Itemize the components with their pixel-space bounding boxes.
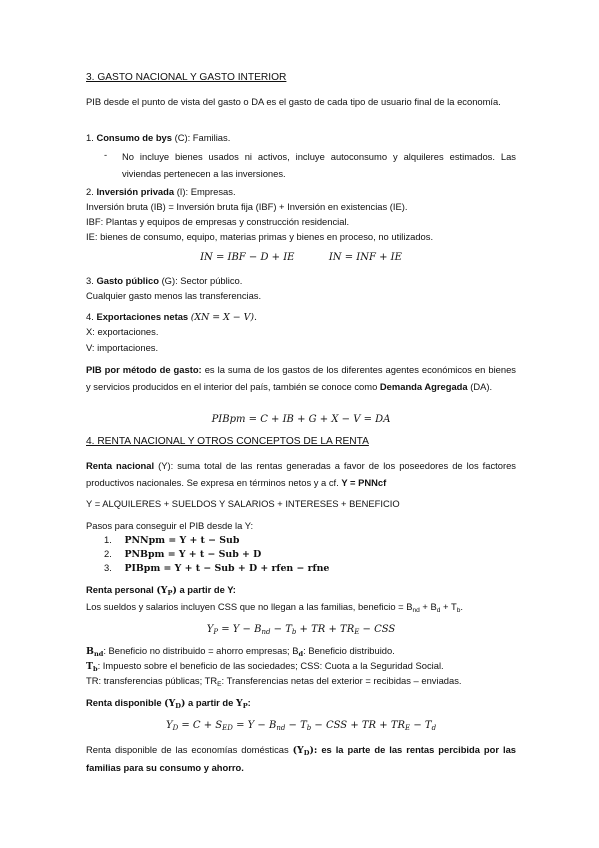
consumo-bullet: No incluye bienes usados ni activos, incluye autoconsumo y alquileres estimados. Las viviendas pertenecen a las inversiones.	[122, 151, 516, 179]
eq-yp-sub: P	[213, 628, 219, 636]
renta-personal-line	[86, 601, 463, 612]
rd-colon: :	[247, 697, 251, 708]
final-symbol: (Y	[292, 745, 304, 756]
eq-yd-r3: − T	[285, 720, 307, 731]
rp-symbol-close: )	[172, 585, 177, 596]
gasto-publico-line: Cualquier gasto menos las transferencias.	[86, 290, 262, 301]
equation-in-2: IN = INF + IE	[328, 252, 402, 263]
final-symbol-close: ):	[309, 745, 318, 756]
gasto-label: Gasto público	[96, 275, 159, 286]
rd-symbol: (Y	[164, 698, 176, 709]
consumo-dash: -	[104, 149, 108, 160]
export-line-1: X: exportaciones.	[86, 326, 159, 337]
bnd-text: : Beneficio no distribuido = ahorro empresas; B	[103, 645, 299, 656]
final-paragraph	[86, 742, 516, 776]
y-identity-line: Y = ALQUILERES + SUELDOS Y SALARIOS + INTERESES + BENEFICIO	[86, 498, 400, 509]
consumo-label: Consumo de bys	[96, 132, 172, 143]
consumo-num: 1.	[86, 132, 94, 143]
step-2-num: 2.	[104, 548, 112, 559]
eq-yd-r4: − CSS + TR + TR	[311, 720, 406, 731]
bnd-sub: nd	[93, 650, 104, 658]
rd-sub: D	[175, 702, 181, 710]
rp-line-mid2: + T	[440, 601, 457, 612]
rp-line-sub-d: d	[436, 607, 441, 614]
pib-gasto-paragraph	[86, 362, 516, 395]
step-3-formula: PIBpm = Y + t − Sub + D + rfen − rfne	[124, 563, 330, 574]
consumo-rest: (C): Familias.	[174, 132, 231, 143]
rd-from-sub: P	[242, 702, 248, 710]
renta-disponible-heading	[86, 697, 251, 709]
export-formula: (XN = X − V).	[190, 312, 257, 323]
pib-gasto-label: PIB por método de gasto:	[86, 364, 202, 375]
pasos-line: Pasos para conseguir el PIB desde la Y:	[86, 520, 254, 531]
eq-yp-y: Y	[206, 624, 214, 635]
rp-symbol: (Y	[156, 585, 168, 596]
rp-sub: P	[167, 589, 173, 597]
pib-gasto-end: (DA).	[470, 380, 493, 392]
eq-yp-sub-nd: nd	[261, 628, 271, 636]
eq-yp-sub-b: b	[291, 628, 297, 636]
step-3	[104, 562, 329, 574]
tr-line	[86, 675, 462, 686]
eq-yd-r2: = Y − B	[232, 720, 277, 731]
eq-yp-rest3: + TR + TR	[296, 624, 355, 635]
eq-yd-sub-ed: ED	[222, 724, 233, 732]
rd-symbol-close: )	[181, 698, 186, 709]
tr-text-2: : Transferencias netas del exterior = recibidas – enviadas.	[221, 675, 462, 686]
section-4-title: 4. RENTA NACIONAL Y OTROS CONCEPTOS DE LA RENTA	[86, 436, 369, 447]
inversion-line-2: IBF: Plantas y equipos de empresas y construcción residencial.	[86, 216, 350, 227]
rd-from-y: Y	[235, 698, 243, 709]
step-3-num: 3.	[104, 562, 112, 573]
step-2	[104, 548, 261, 560]
exportaciones-heading	[86, 311, 257, 323]
final-sub: D	[303, 749, 310, 757]
consumo-heading	[86, 132, 230, 143]
bd-sub: d	[298, 650, 304, 658]
inversion-label: Inversión privada	[96, 186, 175, 197]
gasto-rest: (G): Sector público.	[161, 275, 243, 286]
rd-from: a partir de	[188, 697, 234, 708]
step-1-formula: PNNpm = Y + t − Sub	[124, 535, 240, 546]
inversion-num: 2.	[86, 186, 94, 197]
rp-line-text: Los sueldos y salarios incluyen CSS que no llegan a las familias, beneficio = B	[86, 601, 413, 612]
s3-intro: PIB desde el punto de vista del gasto o DA es el gasto de cada tipo de usuario final de la economía.	[86, 96, 501, 107]
step-1	[104, 534, 239, 546]
eq-yp-rest4: − CSS	[359, 624, 396, 635]
inversion-rest: (I): Empresas.	[176, 186, 236, 197]
renta-nacional-text: (Y): suma total de las rentas generadas a favor de los poseedores de los factores productivos nacionales. Se expresa en términos netos y a cf.	[86, 460, 516, 488]
rp-line-sub-nd: nd	[412, 607, 420, 614]
eq-yd-sub-d: d	[431, 724, 437, 732]
renta-personal-label: Renta personal	[86, 584, 154, 595]
equation-pib: PIBpm = C + IB + G + X − V = DA	[211, 414, 391, 425]
tr-text: TR: transferencias públicas; TR	[86, 675, 218, 686]
equation-yp	[86, 624, 516, 635]
tb-symbol: T	[86, 661, 93, 672]
final-text: Renta disponible de las economías domésticas	[86, 744, 289, 755]
final-bold: es la parte de las rentas percibida por las familias para su consumo y ahorro.	[86, 744, 516, 773]
eq-yd-r1: = C + S	[178, 720, 223, 731]
eq-yd-sub-e: E	[405, 724, 411, 732]
eq-yd-r5: − T	[410, 720, 432, 731]
section-3-title: 3. GASTO NACIONAL Y GASTO INTERIOR	[86, 72, 287, 83]
rp-line-sub-b: b	[456, 607, 461, 614]
inversion-heading	[86, 186, 236, 197]
bnd-symbol: B	[86, 646, 94, 657]
tb-text: : Impuesto sobre el beneficio de las sociedades; CSS: Cuota a la Seguridad Social.	[97, 660, 444, 671]
export-label: Exportaciones netas	[96, 311, 189, 322]
tb-sub: b	[92, 665, 98, 673]
step-2-formula: PNBpm = Y + t − Sub + D	[124, 549, 262, 560]
renta-nacional-paragraph	[86, 458, 516, 491]
rp-line-mid: + B	[419, 601, 437, 612]
eq-yp-rest: = Y − B	[218, 624, 262, 635]
inversion-line-3: IE: bienes de consumo, equipo, materias primas y bienes en proceso, no utilizados.	[86, 231, 434, 242]
renta-nacional-label: Renta nacional	[86, 460, 155, 471]
renta-personal-from: a partir de Y:	[179, 584, 236, 595]
renta-disponible-label: Renta disponible	[86, 697, 162, 708]
bnd-text-2: : Beneficio distribuido.	[303, 645, 395, 656]
export-num: 4.	[86, 311, 94, 322]
eq-yd-sub-b: b	[306, 724, 312, 732]
equation-yd	[86, 720, 516, 731]
eq-yd-sub-nd: nd	[276, 724, 286, 732]
export-line-2: V: importaciones.	[86, 342, 159, 353]
equation-in-1: IN = IBF − D + IE	[200, 252, 295, 263]
eq-yp-sub-e: E	[354, 628, 360, 636]
gasto-num: 3.	[86, 275, 94, 286]
tb-line	[86, 660, 444, 672]
gasto-publico-heading	[86, 275, 242, 286]
rp-line-end: .	[460, 601, 463, 612]
equation-in	[86, 252, 516, 263]
step-1-num: 1.	[104, 534, 112, 545]
pib-gasto-text: es la suma de los gastos de los diferentes agentes económicos en bienes y servicios producidos en el interior del país, también se conoce como	[86, 364, 516, 392]
eq-yd-y: Y	[165, 720, 173, 731]
inversion-line-1: Inversión bruta (IB) = Inversión bruta fija (IBF) + Inversión en existencias (IE).	[86, 201, 408, 212]
eq-yp-rest2: − T	[270, 624, 292, 635]
renta-nacional-formula: Y = PNNcf	[341, 476, 387, 488]
eq-yd-sub: D	[172, 724, 179, 732]
renta-personal-heading	[86, 584, 236, 596]
demanda-agregada: Demanda Agregada	[379, 380, 468, 392]
bnd-line	[86, 645, 395, 657]
tr-sub: E	[217, 681, 222, 688]
